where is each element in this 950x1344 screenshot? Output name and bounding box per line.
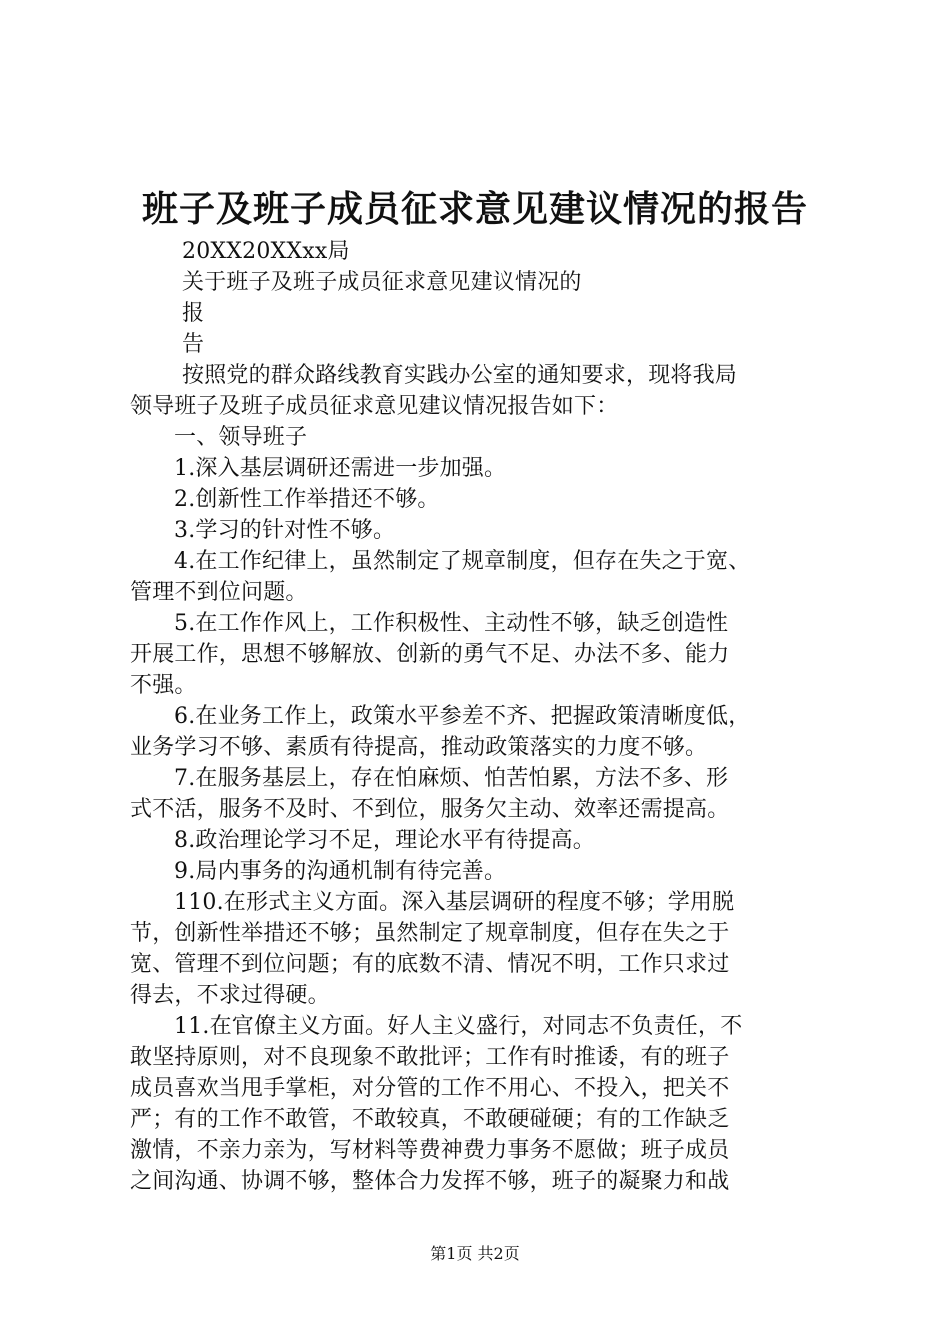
list-item: 9.局内事务的沟通机制有待完善。 bbox=[174, 859, 507, 884]
list-item-continuation: 成员喜欢当甩手掌柜，对分管的工作不用心、不投入，把关不 bbox=[130, 1076, 730, 1101]
header-line: 报 bbox=[182, 301, 205, 326]
list-item-continuation: 之间沟通、协调不够，整体合力发挥不够，班子的凝聚力和战 bbox=[130, 1169, 730, 1194]
list-item: 110.在形式主义方面。深入基层调研的程度不够；学用脱 bbox=[174, 890, 735, 915]
intro-line: 按照党的群众路线教育实践办公室的通知要求，现将我局 bbox=[182, 363, 738, 388]
list-item: 1.深入基层调研还需进一步加强。 bbox=[174, 456, 507, 481]
list-item-continuation: 激情，不亲力亲为，写材料等费神费力事务不愿做；班子成员 bbox=[130, 1138, 730, 1163]
list-item-continuation: 不强。 bbox=[130, 673, 197, 698]
list-item-continuation: 得去，不求过得硬。 bbox=[130, 983, 330, 1008]
document-title: 班子及班子成员征求意见建议情况的报告 bbox=[141, 188, 808, 230]
list-item: 4.在工作纪律上，虽然制定了规章制度，但存在失之于宽、 bbox=[174, 549, 751, 574]
header-line: 20XX20XXxx局 bbox=[182, 239, 350, 264]
header-line: 告 bbox=[182, 332, 205, 357]
list-item: 6.在业务工作上，政策水平参差不齐、把握政策清晰度低， bbox=[174, 704, 751, 729]
header-line: 关于班子及班子成员征求意见建议情况的 bbox=[182, 270, 582, 295]
list-item-continuation: 管理不到位问题。 bbox=[130, 580, 308, 605]
list-item-continuation: 敢坚持原则，对不良现象不敢批评；工作有时推诿，有的班子 bbox=[130, 1045, 730, 1070]
list-item: 2.创新性工作举措还不够。 bbox=[174, 487, 440, 512]
section-heading: 一、领导班子 bbox=[174, 425, 308, 450]
list-item: 11.在官僚主义方面。好人主义盛行，对同志不负责任，不 bbox=[174, 1014, 743, 1039]
intro-line: 领导班子及班子成员征求意见建议情况报告如下： bbox=[130, 394, 619, 419]
list-item: 8.政治理论学习不足，理论水平有待提高。 bbox=[174, 828, 595, 853]
list-item-continuation: 式不活，服务不及时、不到位，服务欠主动、效率还需提高。 bbox=[130, 797, 730, 822]
list-item-continuation: 业务学习不够、素质有待提高，推动政策落实的力度不够。 bbox=[130, 735, 708, 760]
list-item-continuation: 开展工作，思想不够解放、创新的勇气不足、办法不多、能力 bbox=[130, 642, 730, 667]
list-item-continuation: 节，创新性举措还不够；虽然制定了规章制度，但存在失之于 bbox=[130, 921, 730, 946]
list-item: 5.在工作作风上，工作积极性、主动性不够，缺乏创造性 bbox=[174, 611, 729, 636]
list-item: 3.学习的针对性不够。 bbox=[174, 518, 396, 543]
list-item: 7.在服务基层上，存在怕麻烦、怕苦怕累，方法不多、形 bbox=[174, 766, 729, 791]
list-item-continuation: 宽、管理不到位问题；有的底数不清、情况不明，工作只求过 bbox=[130, 952, 730, 977]
page-number: 第1页 共2页 bbox=[430, 1244, 520, 1263]
list-item-continuation: 严；有的工作不敢管，不敢较真，不敢硬碰硬；有的工作缺乏 bbox=[130, 1107, 730, 1132]
document-body bbox=[130, 236, 830, 1197]
